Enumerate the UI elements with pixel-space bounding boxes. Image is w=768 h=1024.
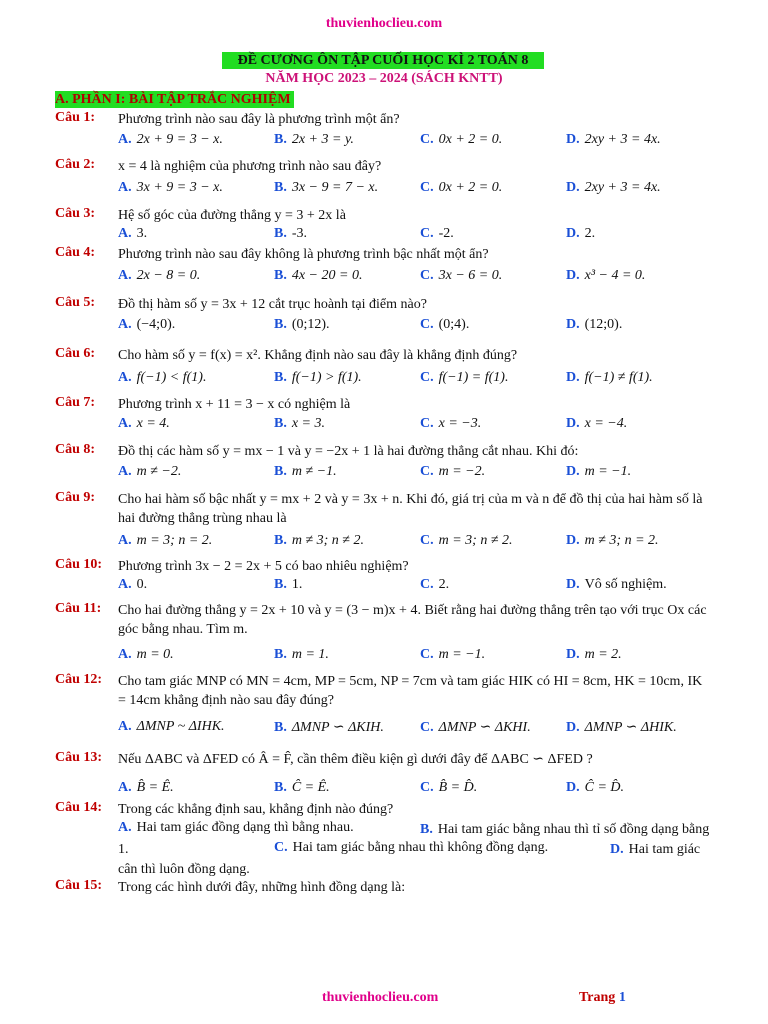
page-number: Trang 1 <box>579 990 626 1005</box>
option-b: B. f(−1) > f(1). <box>274 370 362 385</box>
option-a: A. m = 0. <box>118 647 174 662</box>
option-b: B. 3x − 9 = 7 − x. <box>274 180 379 195</box>
option-b: B. ΔMNP ∽ ΔKIH. <box>274 720 384 735</box>
option-d: D. f(−1) ≠ f(1). <box>566 370 653 385</box>
option-d: D. 2. <box>566 226 596 241</box>
question-stem: Cho hàm số y = f(x) = x². Khẳng định nào sau đây là khẳng định đúng? <box>118 348 518 363</box>
question-label: Câu 11: <box>55 601 102 616</box>
option-a: A. ΔMNP ~ ΔIHK. <box>118 719 225 734</box>
option-a: A. m = 3; n = 2. <box>118 533 213 548</box>
option-d: D. 2xy + 3 = 4x. <box>566 132 661 147</box>
question-label: Câu 8: <box>55 442 96 457</box>
option-a: A. B̂ = Ê. <box>118 780 174 795</box>
option-b: B. (0;12). <box>274 317 330 332</box>
option-c: C. 0x + 2 = 0. <box>420 180 503 195</box>
option-c: C. m = −2. <box>420 464 486 479</box>
option-d: D. ΔMNP ∽ ΔHIK. <box>566 720 677 735</box>
document-title: ĐỀ CƯƠNG ÔN TẬP CUỐI HỌC KÌ 2 TOÁN 8 <box>222 52 544 69</box>
question-stem: Phương trình nào sau đây không là phương trình bậc nhất một ẩn? <box>118 247 489 262</box>
option-d: D. m = 2. <box>566 647 622 662</box>
question-stem: Phương trình nào sau đây là phương trình một ẩn? <box>118 112 400 127</box>
question-stem: Phương trình 3x − 2 = 2x + 5 có bao nhiêu nghiệm? <box>118 559 409 574</box>
question-label: Câu 1: <box>55 110 96 125</box>
question-stem: Phương trình x + 11 = 3 − x có nghiệm là <box>118 397 351 412</box>
question-label: Câu 9: <box>55 490 96 505</box>
option-a: A. m ≠ −2. <box>118 464 182 479</box>
option-d: D. Ĉ = D̂. <box>566 780 625 795</box>
option-c: C. m = 3; n ≠ 2. <box>420 533 513 548</box>
option-b: B. m ≠ −1. <box>274 464 337 479</box>
section-heading: A. PHẦN I: BÀI TẬP TRẮC NGHIỆM <box>55 91 294 108</box>
option-c: C. (0;4). <box>420 317 470 332</box>
option-b: B. x = 3. <box>274 416 326 431</box>
option-c: C. x = −3. <box>420 416 482 431</box>
question-stem: Đồ thị các hàm số y = mx − 1 và y = −2x + 1 là hai đường thẳng cắt nhau. Khi đó: <box>118 444 579 459</box>
question-stem: Nếu ΔABC và ΔFED có Â = F̂, cần thêm điều kiện gì dưới đây để ΔABC ∽ ΔFED ? <box>118 752 593 767</box>
option-c: C. 2. <box>420 577 450 592</box>
option-d: D. x = −4. <box>566 416 628 431</box>
option-a: A. Hai tam giác đồng dạng thì bằng nhau. <box>118 820 354 835</box>
question-label: Câu 10: <box>55 557 103 572</box>
question-stem: Cho tam giác MNP có MN = 4cm, MP = 5cm, NP = 7cm và tam giác HIK có HI = 8cm, HK = 10cm, IK = 14cm khẳng định nào sau đây đúng? <box>118 674 703 708</box>
option-b: B. Hai tam giác bằng nhau thì tỉ số đồng dạng bằng 1. <box>118 822 710 857</box>
option-d: D. 2xy + 3 = 4x. <box>566 180 661 195</box>
option-d: D. Vô số nghiệm. <box>566 577 667 592</box>
option-a: A. 0. <box>118 577 148 592</box>
option-a: A. f(−1) < f(1). <box>118 370 207 385</box>
question-stem: Cho hai đường thẳng y = 2x + 10 và y = (3 − m)x + 4. Biết rằng hai đường thẳng trên tạo với trục Ox các góc bằng nhau. Tìm m. <box>118 603 707 637</box>
option-d: D. Hai tam giác cân thì luôn đồng dạng. <box>118 842 701 877</box>
option-c: C. 3x − 6 = 0. <box>420 268 503 283</box>
option-c: C. ΔMNP ∽ ΔKHI. <box>420 720 531 735</box>
document-subtitle: NĂM HỌC 2023 – 2024 (SÁCH KNTT) <box>265 71 503 86</box>
question-label: Câu 14: <box>55 800 103 815</box>
option-c: C. B̂ = D̂. <box>420 780 478 795</box>
option-c: C. m = −1. <box>420 647 486 662</box>
question-stem: Cho hai hàm số bậc nhất y = mx + 2 và y = 3x + n. Khi đó, giá trị của m và n để đồ thị của hai hàm số là hai đường thẳng trùng nhau là <box>118 492 703 526</box>
question-label: Câu 6: <box>55 346 96 361</box>
option-d: D. m ≠ 3; n = 2. <box>566 533 659 548</box>
question-label: Câu 12: <box>55 672 103 687</box>
option-c: C. f(−1) = f(1). <box>420 370 509 385</box>
option-c: C. -2. <box>420 226 454 241</box>
question-stem: x = 4 là nghiệm của phương trình nào sau đây? <box>118 159 382 174</box>
question-stem: Trong các hình dưới đây, những hình đồng dạng là: <box>118 880 406 895</box>
option-b: B. m ≠ 3; n ≠ 2. <box>274 533 364 548</box>
option-b: B. 2x + 3 = y. <box>274 132 354 147</box>
option-a: A. 2x + 9 = 3 − x. <box>118 132 223 147</box>
option-b: B. 1. <box>274 577 303 592</box>
question-label: Câu 3: <box>55 206 96 221</box>
option-b: B. 4x − 20 = 0. <box>274 268 363 283</box>
footer-site[interactable]: thuvienhoclieu.com <box>322 990 439 1005</box>
option-a: A. (−4;0). <box>118 317 176 332</box>
option-d: D. x³ − 4 = 0. <box>566 268 646 283</box>
option-d: D. (12;0). <box>566 317 623 332</box>
option-a: A. x = 4. <box>118 416 170 431</box>
question-label: Câu 13: <box>55 750 103 765</box>
question-label: Câu 4: <box>55 245 96 260</box>
question-label: Câu 5: <box>55 295 96 310</box>
option-b: B. Ĉ = Ê. <box>274 780 330 795</box>
option-a: A. 3x + 9 = 3 − x. <box>118 180 223 195</box>
question-label: Câu 15: <box>55 878 103 893</box>
option-a: A. 2x − 8 = 0. <box>118 268 201 283</box>
question-label: Câu 2: <box>55 157 96 172</box>
option-d: D. m = −1. <box>566 464 632 479</box>
question-stem: Trong các khẳng định sau, khẳng định nào đúng? <box>118 802 394 817</box>
question-stem: Hệ số góc của đường thẳng y = 3 + 2x là <box>118 208 346 223</box>
option-c: C. 0x + 2 = 0. <box>420 132 503 147</box>
option-a: A. 3. <box>118 226 148 241</box>
question-stem: Đồ thị hàm số y = 3x + 12 cắt trục hoành tại điểm nào? <box>118 297 427 312</box>
option-c: C. Hai tam giác bằng nhau thì không đồng dạng. <box>274 840 549 855</box>
option-b: B. -3. <box>274 226 308 241</box>
question-label: Câu 7: <box>55 395 96 410</box>
header-site[interactable]: thuvienhoclieu.com <box>325 16 443 31</box>
option-b: B. m = 1. <box>274 647 329 662</box>
